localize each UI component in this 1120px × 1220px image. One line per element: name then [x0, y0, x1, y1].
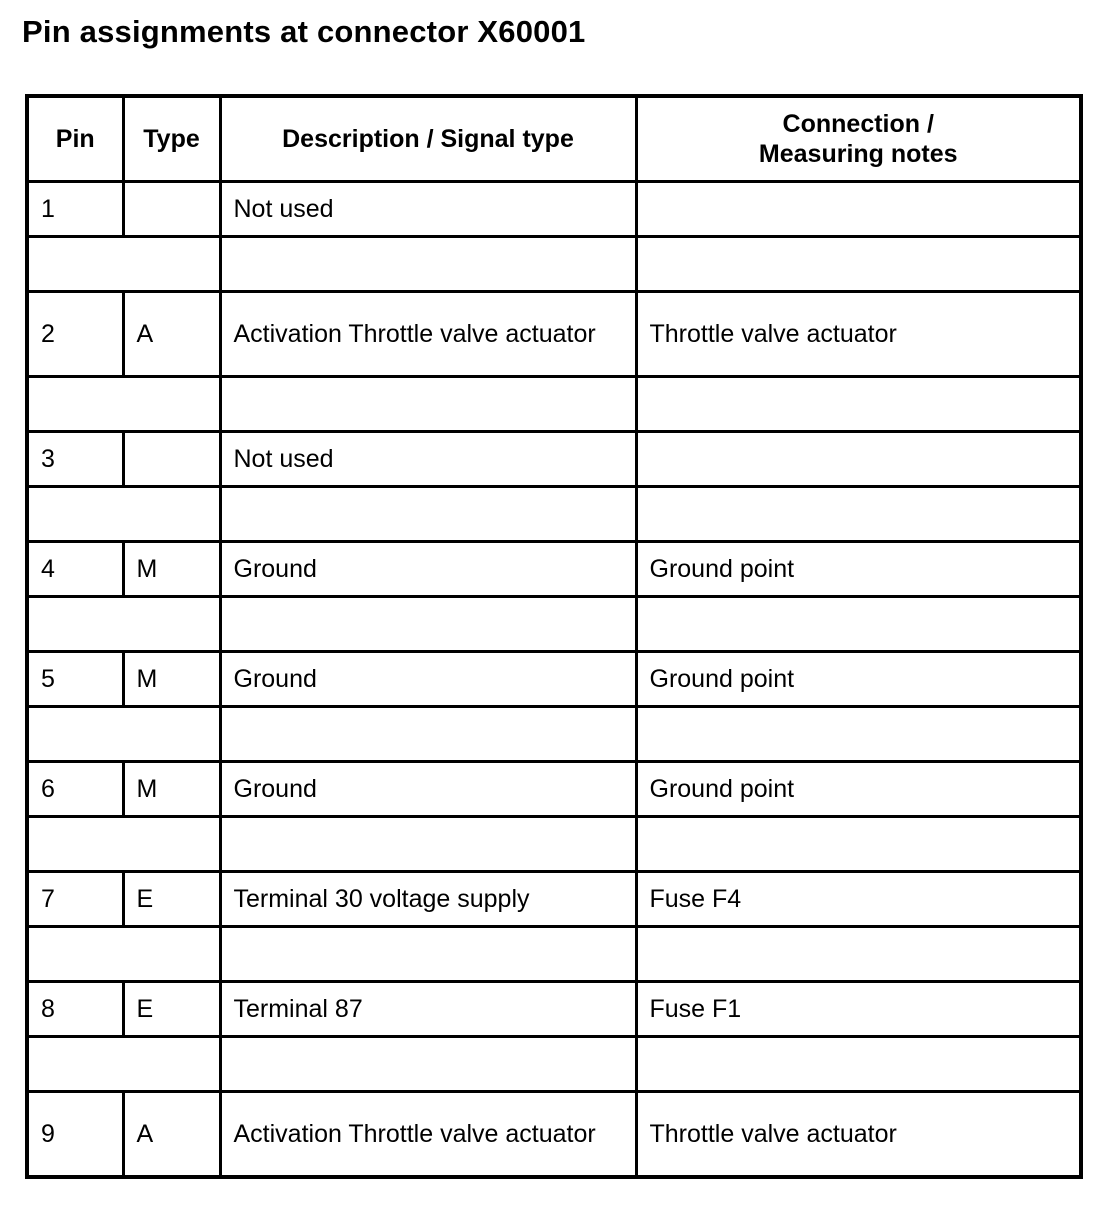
cell-type [123, 182, 220, 237]
cell-pin: 7 [27, 872, 123, 927]
spacer-cell [220, 707, 636, 762]
table-row [27, 1092, 1081, 1178]
cell-connection: Fuse F1 [636, 982, 1081, 1037]
cell-pin: 8 [27, 982, 123, 1037]
spacer-cell [636, 597, 1081, 652]
spacer-cell [27, 597, 220, 652]
cell-type: M [123, 542, 220, 597]
table-row [27, 182, 1081, 237]
cell-pin: 6 [27, 762, 123, 817]
spacer-row [27, 597, 1081, 652]
spacer-cell [220, 927, 636, 982]
cell-type: E [123, 872, 220, 927]
spacer-cell [636, 377, 1081, 432]
spacer-cell [220, 377, 636, 432]
pin-assignment-table [25, 94, 1083, 1179]
spacer-cell [27, 1037, 220, 1092]
spacer-cell [27, 707, 220, 762]
spacer-cell [636, 1037, 1081, 1092]
cell-type [123, 432, 220, 487]
spacer-row [27, 487, 1081, 542]
header-type: Type [123, 96, 220, 182]
table-row [27, 292, 1081, 377]
spacer-cell [220, 817, 636, 872]
table-header-row [27, 96, 1081, 182]
cell-type: A [123, 292, 220, 377]
cell-pin: 9 [27, 1092, 123, 1178]
spacer-cell [27, 927, 220, 982]
cell-type: M [123, 652, 220, 707]
cell-description: Not used [220, 182, 636, 237]
cell-pin: 1 [27, 182, 123, 237]
cell-connection [636, 182, 1081, 237]
page-title: Pin assignments at connector X60001 [22, 14, 586, 49]
cell-type: E [123, 982, 220, 1037]
spacer-row [27, 377, 1081, 432]
cell-description: Not used [220, 432, 636, 487]
cell-description: Ground [220, 542, 636, 597]
cell-connection: Ground point [636, 542, 1081, 597]
spacer-cell [27, 487, 220, 542]
spacer-cell [636, 237, 1081, 292]
spacer-row [27, 237, 1081, 292]
spacer-row [27, 927, 1081, 982]
spacer-cell [636, 927, 1081, 982]
cell-connection: Ground point [636, 762, 1081, 817]
spacer-cell [27, 237, 220, 292]
table-row [27, 872, 1081, 927]
spacer-row [27, 817, 1081, 872]
header-connection-line1: Connection / [782, 110, 934, 138]
cell-description: Activation Throttle valve actuator [220, 1092, 636, 1178]
cell-connection: Ground point [636, 652, 1081, 707]
spacer-cell [220, 487, 636, 542]
table-row [27, 652, 1081, 707]
header-pin: Pin [27, 96, 123, 182]
spacer-cell [27, 377, 220, 432]
cell-pin: 4 [27, 542, 123, 597]
header-description: Description / Signal type [220, 96, 636, 182]
table-row [27, 432, 1081, 487]
cell-description: Terminal 87 [220, 982, 636, 1037]
spacer-cell [636, 707, 1081, 762]
spacer-cell [220, 1037, 636, 1092]
cell-pin: 2 [27, 292, 123, 377]
cell-description: Terminal 30 voltage supply [220, 872, 636, 927]
cell-connection: Throttle valve actuator [636, 292, 1081, 377]
cell-description: Ground [220, 762, 636, 817]
table-row [27, 762, 1081, 817]
cell-description: Ground [220, 652, 636, 707]
header-connection-line2: Measuring notes [758, 140, 958, 168]
spacer-cell [27, 817, 220, 872]
table-row [27, 982, 1081, 1037]
spacer-cell [220, 597, 636, 652]
cell-type: M [123, 762, 220, 817]
spacer-cell [220, 237, 636, 292]
cell-connection: Fuse F4 [636, 872, 1081, 927]
header-connection [636, 96, 1081, 182]
table-row [27, 542, 1081, 597]
cell-description: Activation Throttle valve actuator [220, 292, 636, 377]
cell-pin: 5 [27, 652, 123, 707]
cell-type: A [123, 1092, 220, 1178]
spacer-row [27, 707, 1081, 762]
spacer-cell [636, 487, 1081, 542]
cell-connection [636, 432, 1081, 487]
cell-connection: Throttle valve actuator [636, 1092, 1081, 1178]
cell-pin: 3 [27, 432, 123, 487]
spacer-row [27, 1037, 1081, 1092]
spacer-cell [636, 817, 1081, 872]
